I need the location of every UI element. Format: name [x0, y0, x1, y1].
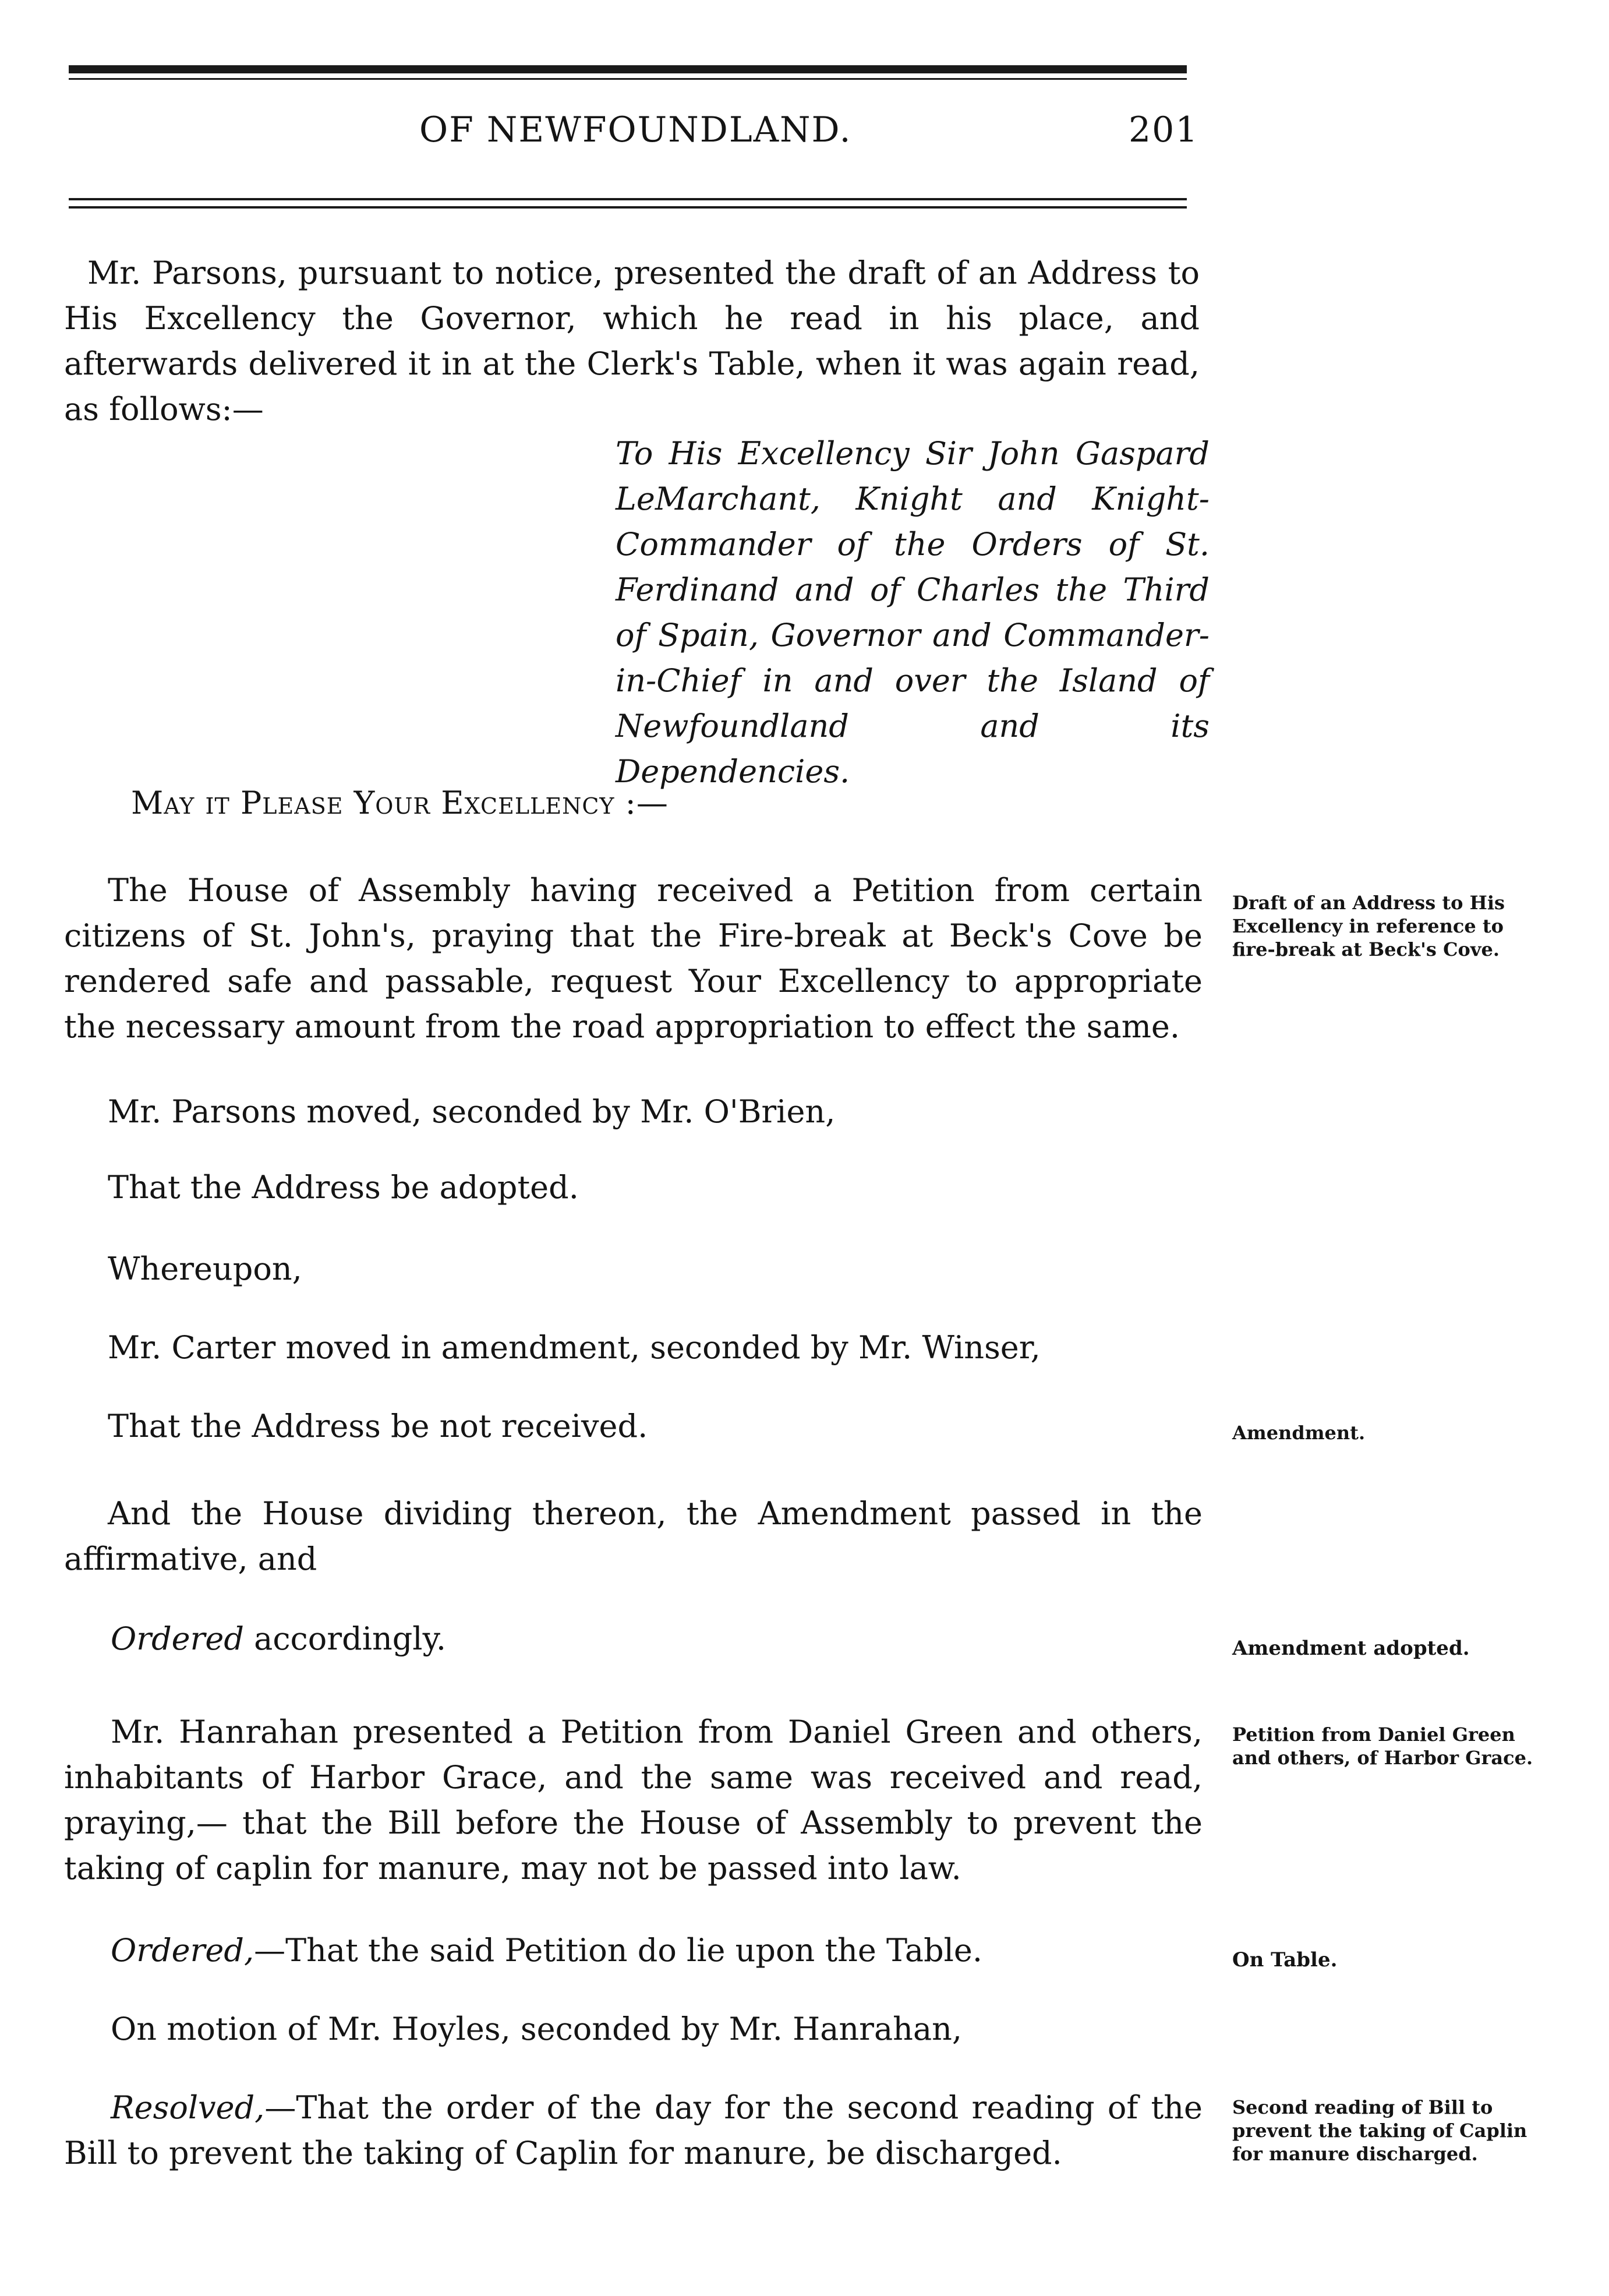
ordered-text: accordingly.	[243, 1620, 447, 1657]
lie-on-table-text: —That the said Petition do lie upon the Table.	[254, 1932, 983, 1969]
page-number: 201	[1129, 109, 1199, 150]
paragraph-whereupon: Whereupon,	[108, 1251, 302, 1287]
paragraph-carter-amendment: Mr. Carter moved in amendment, seconded by Mr. Winser,	[108, 1329, 1041, 1366]
margin-note-draft-address: Draft of an Address to His Excellency in reference to fire-break at Beck's Cove.	[1232, 892, 1505, 960]
paragraph-resolved	[64, 2085, 1203, 2176]
paragraph-petition-body: The House of Assembly having received a Petition from certain citizens of St. John's, praying that the Fire-break at Beck's Cove be rendered safe and passable, request Your Excellency to appropriate the necessary amount from the road appropriation to effect the same.	[64, 872, 1203, 1045]
salutation: May it Please Your Excellency :—	[131, 785, 669, 821]
margin-note-on-table: On Table.	[1232, 1948, 1338, 1972]
top-rule-thin	[69, 78, 1187, 80]
paragraph-parsons-moved: Mr. Parsons moved, seconded by Mr. O'Brien,	[108, 1093, 836, 1130]
margin-note-amendment: Amendment.	[1232, 1422, 1366, 1444]
header-rule-upper	[69, 198, 1187, 200]
margin-note-amendment-adopted: Amendment adopted.	[1232, 1637, 1470, 1660]
running-title: OF NEWFOUNDLAND.	[419, 109, 852, 150]
ordered-label: Ordered	[111, 1620, 244, 1657]
paragraph-hoyles-motion: On motion of Mr. Hoyles, seconded by Mr. Hanrahan,	[111, 2011, 963, 2047]
header-rule-lower	[69, 206, 1187, 209]
paragraph-hanrahan-petition: Mr. Hanrahan presented a Petition from Daniel Green and others, inhabitants of Harbor Grace, and the same was received and read, praying,— that the Bill before the House of Assembly to prevent the taking of caplin for manure, may not be passed into law.	[64, 1714, 1203, 1887]
paragraph-not-received: That the Address be not received.	[108, 1408, 648, 1444]
margin-note-petition-green: Petition from Daniel Green and others, of Harbor Grace.	[1232, 1723, 1533, 1769]
top-rule-thick	[69, 65, 1187, 73]
paragraph-address-presented: Mr. Parsons, pursuant to notice, presented the draft of an Address to His Excellency the Governor, which he read in his place, and afterwards delivered it in at the Clerk's Table, when it was again read, as follows:—	[64, 255, 1200, 428]
margin-note-second-reading: Second reading of Bill to prevent the taking of Caplin for manure discharged.	[1232, 2096, 1527, 2165]
running-header	[0, 109, 1609, 162]
paragraph-house-dividing: And the House dividing thereon, the Amendment passed in the affirmative, and	[64, 1495, 1203, 1577]
paragraph-ordered-accordingly	[111, 1616, 1159, 1662]
ordered-label-2: Ordered,	[111, 1932, 254, 1969]
resolved-label: Resolved,	[111, 2089, 265, 2126]
address-heading: To His Excellency Sir John Gaspard LeMarchant, Knight and Knight-Commander of the Orders of St. Ferdinand and of Charles the Third of Spain, Governor and Commander-in-Chief in and over the Island of Newfoundland and its Dependencies.	[616, 435, 1210, 790]
paragraph-lie-on-table	[111, 1928, 1159, 1973]
resolved-text: —That the order of the day for the second reading of the Bill to prevent the taking of Caplin for manure, be discharged.	[64, 2089, 1203, 2171]
paragraph-address-adopted: That the Address be adopted.	[108, 1169, 579, 1206]
